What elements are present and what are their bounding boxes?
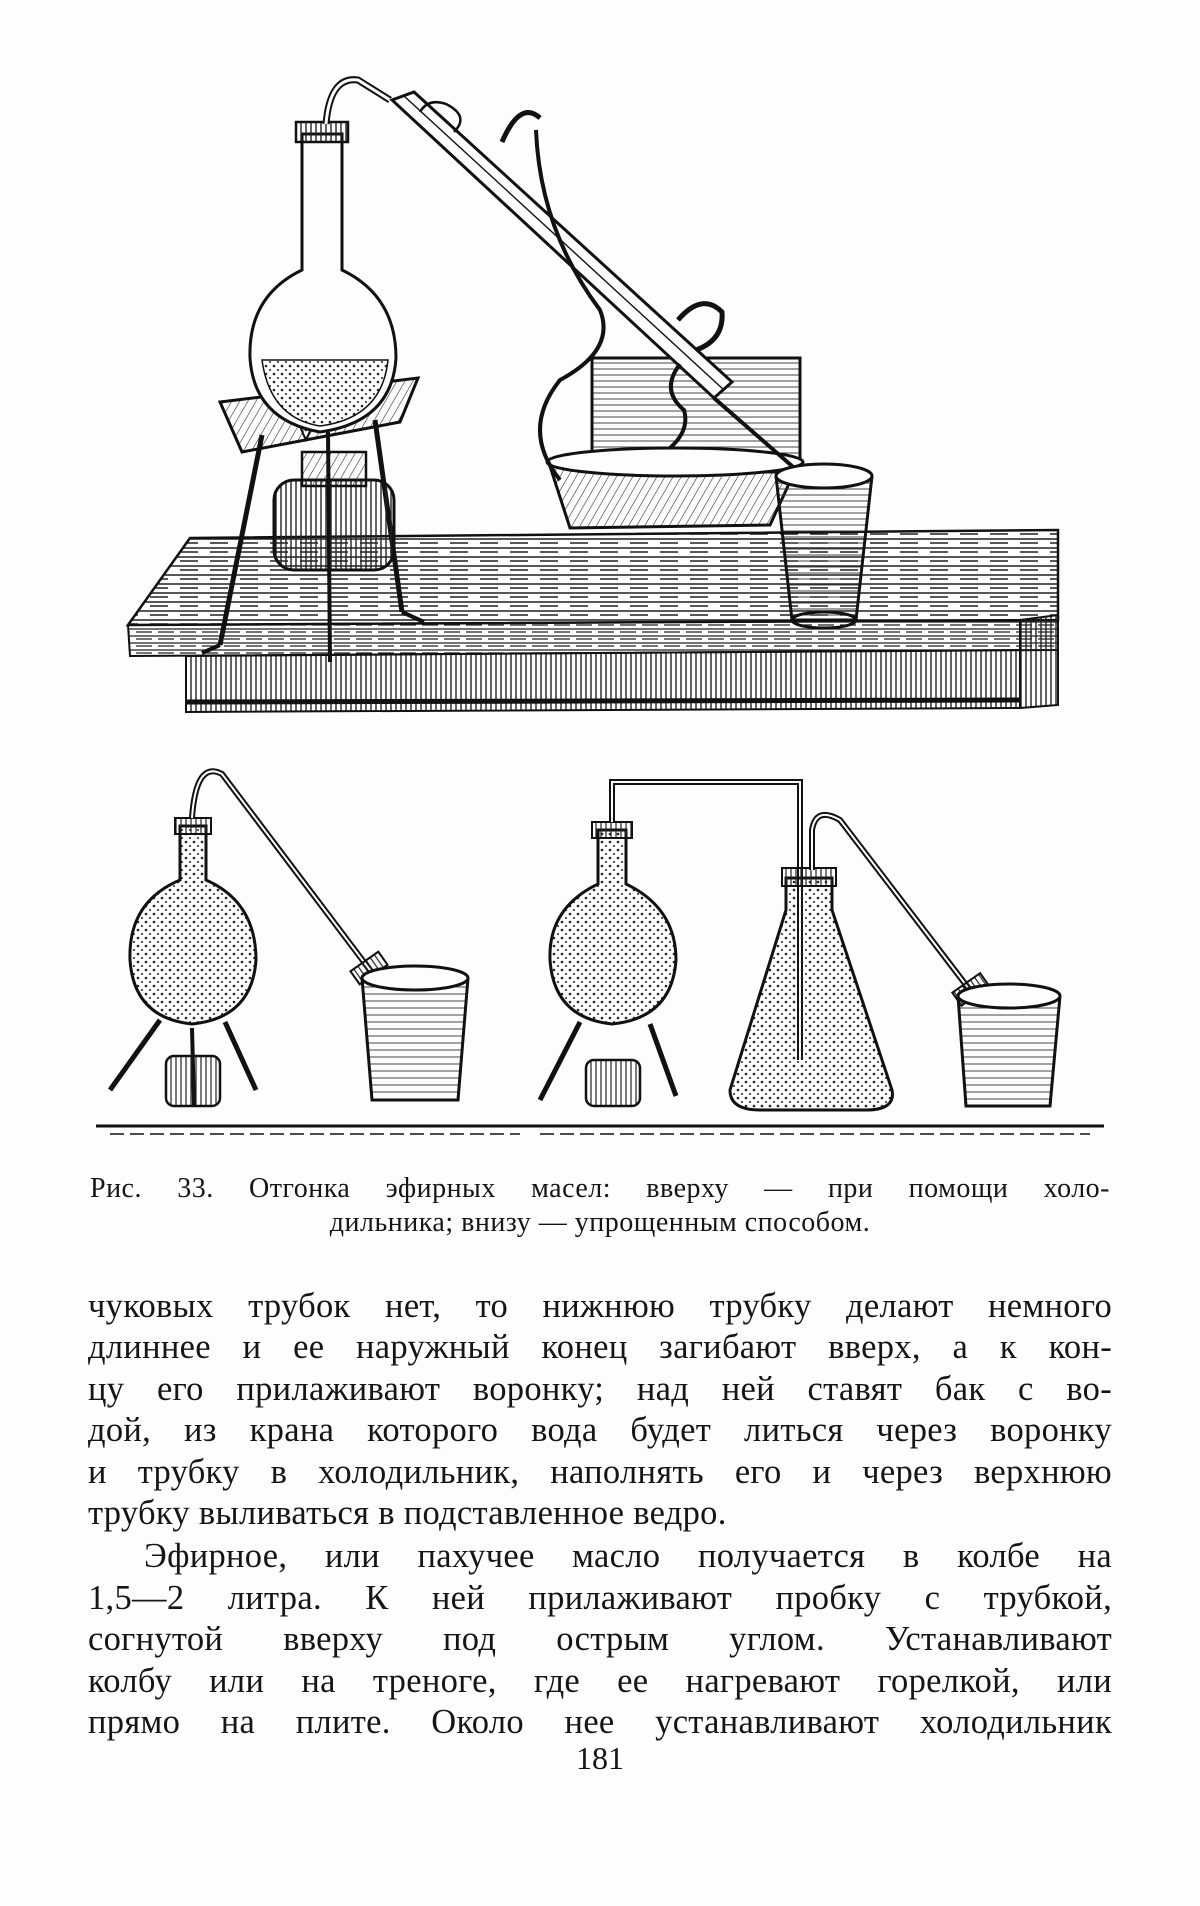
- text-line: колбу или на треноге, где ее нагревают горелкой, или: [88, 1661, 1112, 1700]
- text-line: дой, из крана которого вода будет литься через воронку: [88, 1411, 1112, 1450]
- text-line: цу его прилаживают воронку; над ней ставят бак с во-: [88, 1369, 1112, 1408]
- text-line: и трубку в холодильник, наполнять его и через верхнюю: [88, 1452, 1112, 1491]
- round-bottom-flask: [250, 122, 396, 432]
- right-flask-setup: [540, 782, 1060, 1110]
- left-flask-setup: [110, 771, 468, 1106]
- simple-distillation-drawing: [0, 760, 1200, 1150]
- receiving-beaker: [776, 464, 872, 628]
- illustration-simple-distillation: [0, 760, 1200, 1150]
- page-number: 181: [576, 1740, 624, 1776]
- paragraph: [88, 1286, 1112, 1534]
- text-line: прямо на плите. Около нее устанавливают холодильник: [88, 1703, 1112, 1742]
- text-line: согнутой вверху под острым углом. Устанавливают: [88, 1620, 1112, 1659]
- text-line: Эфирное, или пахучее масло получается в колбе на: [144, 1537, 1112, 1576]
- illustration-condenser-distillation: [0, 60, 1200, 720]
- caption-line: Рис. 33. Отгонка эфирных масел: вверху — при помощи холо-: [90, 1173, 1110, 1204]
- body-text: [88, 1286, 1112, 1743]
- text-line: чуковых трубок нет, то нижнюю трубку делают немного: [88, 1287, 1112, 1325]
- figure-caption: [90, 1172, 1110, 1240]
- caption-line: дильника; внизу — упрощенным способом.: [329, 1207, 871, 1238]
- ground-line: [96, 1126, 1104, 1134]
- text-line: 1,5—2 литра. К ней прилаживают пробку с трубкой,: [88, 1578, 1112, 1617]
- text-line: трубку выливаться в подставленное ведро.: [88, 1494, 727, 1533]
- text-line: длиннее и ее наружный конец загибают вверх, а к кон-: [88, 1328, 1112, 1367]
- condenser-drawing: [0, 60, 1200, 720]
- paragraph: [88, 1536, 1112, 1743]
- wooden-table: [128, 530, 1058, 712]
